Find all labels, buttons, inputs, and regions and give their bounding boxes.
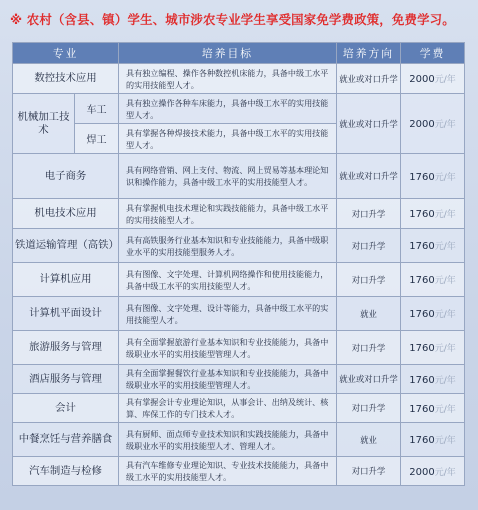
table-header-row: [13, 43, 465, 64]
training-goal: 具有网络营销、网上支付、物流、网上贸易等基本理论知识和操作能力，具备中级工水平的实用技能型人才。: [119, 154, 337, 199]
table-row: [13, 263, 465, 297]
table-row: [13, 423, 465, 457]
table-row: [13, 457, 465, 486]
training-direction: 对口升学: [337, 229, 401, 263]
fee-amount: 1760: [409, 275, 435, 286]
major-name: 汽车制造与检修: [13, 457, 119, 486]
major-name: 机电技术应用: [13, 199, 119, 229]
fee-amount: 1760: [409, 435, 435, 446]
tuition-fee: [401, 94, 465, 154]
fee-amount: 1760: [409, 374, 435, 386]
training-direction: 对口升学: [337, 457, 401, 486]
training-goal: 具有掌握会计专业理论知识，从事会计、出纳及统计、核算、库保工作的专门技术人才。: [119, 394, 337, 423]
training-goal: 具有汽车维修专业理论知识、专业技术技能能力，具备中级工水平的实用技能型人才。: [119, 457, 337, 486]
fee-amount: 1760: [409, 403, 435, 415]
training-goal: 具有独立操作各种车床能力，具备中级工水平的实用技能型人才。: [119, 94, 337, 124]
fee-amount: 1760: [409, 209, 435, 220]
training-goal: 具有厨师、面点师专业技术知识和实践技能能力，具备中级职业水平的实用技能型人才、管理人才。: [119, 423, 337, 457]
fee-unit: 元/年: [434, 344, 456, 354]
fee-amount: 2000: [409, 119, 435, 130]
training-direction: 对口升学: [337, 199, 401, 229]
sub-major-name: 焊工: [75, 124, 119, 154]
table-row: [13, 331, 465, 365]
fee-amount: 1760: [409, 343, 435, 354]
training-goal: 具有全面掌握旅游行业基本知识和专业技能能力，具备中级职业水平的实用技能型管理人才。: [119, 331, 337, 365]
tuition-fee: [401, 331, 465, 365]
fee-unit: 元/年: [434, 172, 456, 183]
training-direction: 就业或对口升学: [337, 154, 401, 199]
major-name: 计算机应用: [13, 263, 119, 297]
fee-amount: 1760: [409, 241, 435, 252]
training-direction: 对口升学: [337, 331, 401, 365]
fee-unit: 元/年: [434, 375, 456, 386]
fee-unit: 元/年: [434, 75, 456, 85]
major-name: 计算机平面设计: [13, 297, 119, 331]
training-goal: 具有掌握各种焊接技术能力，具备中级工水平的实用技能型人才。: [119, 124, 337, 154]
tuition-fee: [401, 365, 465, 394]
training-goal: 具有全面掌握餐饮行业基本知识和专业技能能力，具备中级职业水平的实用技能型管理人才。: [119, 365, 337, 394]
major-name: 数控技术应用: [13, 64, 119, 94]
training-direction: 就业或对口升学: [337, 64, 401, 94]
training-direction: 对口升学: [337, 263, 401, 297]
fee-amount: 1760: [409, 171, 435, 183]
table-row: [13, 154, 465, 199]
tuition-fee: [401, 154, 465, 199]
training-goal: 具有独立编程、操作各种数控机床能力，具备中级工水平的实用技能型人才。: [119, 64, 337, 94]
table-row: [13, 199, 465, 229]
tuition-fee: [401, 199, 465, 229]
training-goal: 具有图像、文字处理、设计等能力，具备中级工水平的实用技能型人才。: [119, 297, 337, 331]
fee-unit: 元/年: [434, 467, 456, 478]
tuition-fee: [401, 229, 465, 263]
free-tuition-notice: ※ 农村（含县、镇）学生、城市涉农专业学生享受国家免学费政策，免费学习。: [10, 12, 455, 27]
major-name: 机械加工技术: [13, 94, 75, 154]
fee-unit: 元/年: [434, 310, 456, 320]
training-goal: 具有掌握机电技术理论和实践技能能力，具备中级工水平的实用技能型人才。: [119, 199, 337, 229]
tuition-fee: [401, 263, 465, 297]
tuition-fee: [401, 394, 465, 423]
training-direction: 就业或对口升学: [337, 365, 401, 394]
table-row: [13, 229, 465, 263]
training-direction: 对口升学: [337, 394, 401, 423]
table-row: [13, 64, 465, 94]
tuition-fee: [401, 297, 465, 331]
majors-table: [12, 42, 465, 486]
fee-amount: 1760: [409, 309, 435, 320]
tuition-fee: [401, 64, 465, 94]
training-direction: 就业: [337, 423, 401, 457]
tuition-fee: [401, 457, 465, 486]
major-name: 会计: [13, 394, 119, 423]
table-row: [13, 365, 465, 394]
fee-unit: 元/年: [434, 210, 456, 220]
training-direction: 就业或对口升学: [337, 94, 401, 154]
training-goal: 具有图像、文字处理、计算机网络操作和使用技能能力，具备中级工水平的实用技能型人才。: [119, 263, 337, 297]
fee-unit: 元/年: [434, 120, 456, 130]
training-direction: 就业: [337, 297, 401, 331]
table-row: [13, 297, 465, 331]
training-goal: 具有高铁服务行业基本知识和专业技能能力，具备中级职业水平的实用技能型服务人才。: [119, 229, 337, 263]
major-name: 铁道运输管理（高铁）: [13, 229, 119, 263]
fee-unit: 元/年: [434, 436, 456, 446]
table-row: [13, 394, 465, 423]
fee-amount: 2000: [409, 74, 435, 85]
header-major: 专业: [13, 43, 119, 64]
table-row: [13, 94, 465, 124]
major-name: 旅游服务与管理: [13, 331, 119, 365]
major-name: 电子商务: [13, 154, 119, 199]
header-direction: 培养方向: [337, 43, 401, 64]
fee-amount: 2000: [409, 466, 435, 478]
tuition-fee: [401, 423, 465, 457]
header-fee: 学费: [401, 43, 465, 64]
header-goal: 培养目标: [119, 43, 337, 64]
major-name: 酒店服务与管理: [13, 365, 119, 394]
fee-unit: 元/年: [434, 276, 456, 286]
major-name: 中餐烹饪与营养膳食: [13, 423, 119, 457]
fee-unit: 元/年: [434, 242, 456, 252]
fee-unit: 元/年: [434, 404, 456, 415]
sub-major-name: 车工: [75, 94, 119, 124]
